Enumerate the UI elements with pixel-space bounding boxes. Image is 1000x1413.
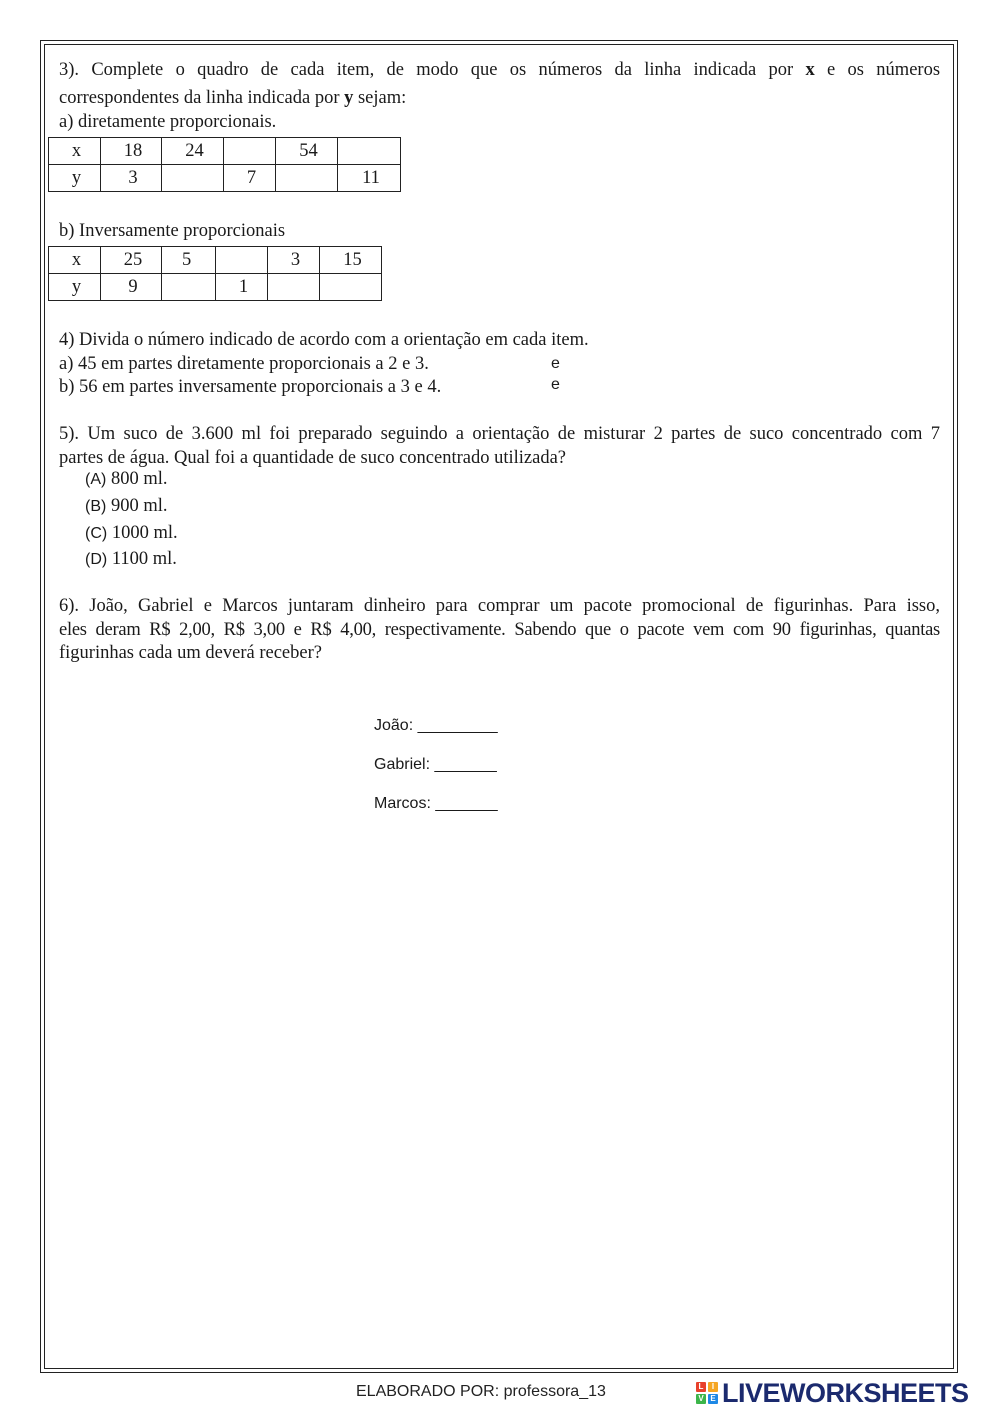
table-b-cell: 1 xyxy=(216,274,268,301)
q4-intro: 4) Divida o número indicado de acordo com a orientação em cada item. xyxy=(59,330,589,350)
logo-text: LIVEWORKSHEETS xyxy=(722,1377,969,1408)
logo-letter-l: L xyxy=(696,1382,706,1392)
q6-line1: 6). João, Gabriel e Marcos juntaram dinheiro para comprar um pacote promocional de figurinhas. Para isso, xyxy=(59,596,940,616)
table-b-cell: 3 xyxy=(268,247,320,274)
q6-line2: eles deram R$ 2,00, R$ 3,00 e R$ 4,00, respectivamente. Sabendo que o pacote vem com 90 figurinhas, quantas xyxy=(59,620,940,640)
option-text: 900 ml. xyxy=(110,496,168,516)
q3-table-b xyxy=(48,246,382,301)
table-b-cell: 5 xyxy=(162,247,216,274)
q4-b-answer-field[interactable]: e xyxy=(551,376,560,393)
q5-option-d[interactable] xyxy=(85,547,177,572)
table-a-cell: 18 xyxy=(101,138,162,165)
table-b-input-cell[interactable] xyxy=(162,274,216,301)
logo-mark-icon xyxy=(696,1382,718,1404)
table-b-input-cell[interactable] xyxy=(320,274,382,301)
q3-intro-text: 3). Complete o quadro de cada item, de modo que os números da linha indicada por xyxy=(59,60,794,80)
table-a-input-cell[interactable] xyxy=(162,165,224,192)
q6-line3: figurinhas cada um deverá receber? xyxy=(59,643,322,663)
answer-marcos-field[interactable]: Marcos: _______ xyxy=(374,795,498,812)
table-b-y-header: y xyxy=(49,274,101,301)
option-letter: (A) xyxy=(85,471,107,488)
q3-table-a xyxy=(48,137,401,192)
table-row xyxy=(49,274,382,301)
table-b-x-header: x xyxy=(49,247,101,274)
option-text: 1000 ml. xyxy=(111,523,178,543)
q5-line2: partes de água. Qual foi a quantidade de suco concentrado utilizada? xyxy=(59,448,566,468)
q3-intro-line2-end: sejam: xyxy=(357,88,407,108)
q3-a-label: a) diretamente proporcionais. xyxy=(59,112,277,132)
table-a-input-cell[interactable] xyxy=(276,165,338,192)
q3-y-symbol: y xyxy=(344,88,354,108)
table-a-input-cell[interactable] xyxy=(224,138,276,165)
table-a-input-cell[interactable] xyxy=(338,138,401,165)
footer-author: ELABORADO POR: professora_13 xyxy=(356,1383,606,1400)
table-b-cell: 25 xyxy=(101,247,162,274)
option-letter: (B) xyxy=(85,498,107,515)
table-b-cell: 15 xyxy=(320,247,382,274)
logo-letter-v: V xyxy=(696,1394,706,1404)
logo-letter-e: E xyxy=(708,1394,718,1404)
answer-gabriel-field[interactable]: Gabriel: _______ xyxy=(374,756,497,773)
q3-intro-line1 xyxy=(59,58,940,82)
option-text: 800 ml. xyxy=(110,469,168,489)
table-b-cell: 9 xyxy=(101,274,162,301)
table-a-y-header: y xyxy=(49,165,101,192)
q5-option-a[interactable] xyxy=(85,467,167,492)
table-a-cell: 24 xyxy=(162,138,224,165)
table-row xyxy=(49,138,401,165)
q5-option-c[interactable] xyxy=(85,521,178,546)
table-b-input-cell[interactable] xyxy=(268,274,320,301)
liveworksheets-logo[interactable] xyxy=(696,1377,969,1408)
q3-x-symbol: x xyxy=(805,60,815,80)
table-a-cell: 54 xyxy=(276,138,338,165)
table-a-cell: 11 xyxy=(338,165,401,192)
q3-b-label: b) Inversamente proporcionais xyxy=(59,221,286,241)
option-letter: (C) xyxy=(85,525,108,542)
option-text: 1100 ml. xyxy=(111,549,177,569)
table-a-cell: 3 xyxy=(101,165,162,192)
logo-letter-i: I xyxy=(708,1382,718,1392)
q3-intro-line2-text: correspondentes da linha indicada por xyxy=(59,88,340,108)
q4-a-answer-field[interactable]: e xyxy=(551,355,560,372)
option-letter: (D) xyxy=(85,551,108,568)
q5-line1: 5). Um suco de 3.600 ml foi preparado seguindo a orientação de misturar 2 partes de suco concentrado com 7 xyxy=(59,424,940,444)
table-b-input-cell[interactable] xyxy=(216,247,268,274)
table-a-x-header: x xyxy=(49,138,101,165)
q5-option-b[interactable] xyxy=(85,494,167,519)
q4-a: a) 45 em partes diretamente proporcionais a 2 e 3. xyxy=(59,354,429,374)
table-row xyxy=(49,165,401,192)
table-a-cell: 7 xyxy=(224,165,276,192)
answer-joao-field[interactable]: João: _________ xyxy=(374,717,498,734)
table-row xyxy=(49,247,382,274)
q3-intro-line2 xyxy=(59,86,406,110)
q3-intro-mid: e os números xyxy=(827,60,941,80)
q4-b: b) 56 em partes inversamente proporcionais a 3 e 4. xyxy=(59,377,442,397)
